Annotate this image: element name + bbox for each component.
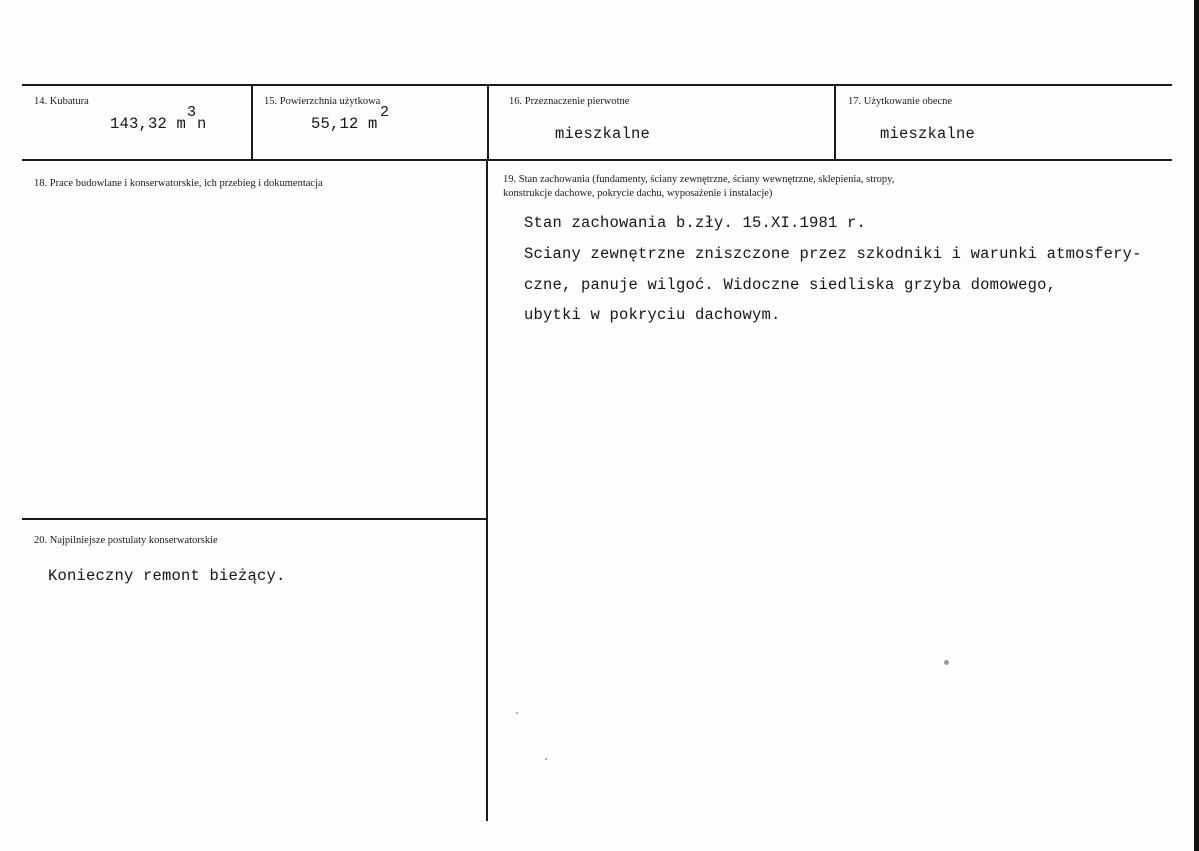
header-row-rule (22, 159, 1172, 161)
field-18-label: 18. Prace budowlane i konserwatorskie, ich przebieg i dokumentacja (34, 178, 323, 189)
left-column-split-rule (22, 518, 487, 520)
field-16-value: mieszkalne (555, 125, 651, 143)
field-19-text-line-2: Sciany zewnętrzne zniszczone przez szkodniki i warunki atmosfery- (524, 245, 1142, 263)
scan-speck (545, 758, 547, 760)
field-14-label: 14. Kubatura (34, 96, 89, 107)
field-19-text-line-1: Stan zachowania b.zły. 15.XI.1981 r. (524, 214, 867, 232)
scan-speck (516, 712, 518, 714)
field-15-exponent: 2 (380, 104, 390, 121)
top-rule (22, 84, 1172, 86)
field-19-text-line-3: czne, panuje wilgoć. Widoczne siedliska grzyba domowego, (524, 276, 1057, 294)
field-19-label-line-1: 19. Stan zachowania (fundamenty, ściany zewnętrzne, ściany wewnętrzne, sklepienia, stropy, (503, 174, 895, 185)
field-15-value: 55,12 m (311, 115, 378, 133)
field-14-exponent: 3 (187, 104, 197, 121)
field-17-label: 17. Użytkowanie obecne (848, 96, 953, 107)
scan-edge (1194, 0, 1199, 851)
main-column-divider (486, 161, 488, 821)
field-16-label: 16. Przeznaczenie pierwotne (509, 96, 630, 107)
field-15-label: 15. Powierzchnia użytkowa (264, 96, 381, 107)
field-17-value: mieszkalne (880, 125, 976, 143)
field-20-value: Konieczny remont bieżący. (48, 567, 286, 585)
field-19-text-line-4: ubytki w pokryciu dachowym. (524, 306, 781, 324)
header-divider-2 (487, 86, 489, 159)
scan-speck (944, 660, 949, 665)
field-14-value: 143,32 m (110, 115, 187, 133)
field-20-label: 20. Najpilniejsze postulaty konserwatorskie (34, 535, 218, 546)
header-divider-1 (251, 86, 253, 159)
header-divider-3 (834, 86, 836, 159)
field-19-label-line-2: konstrukcje dachowe, pokrycie dachu, wyposażenie i instalacje) (503, 188, 773, 199)
field-14-suffix: n (197, 115, 207, 133)
